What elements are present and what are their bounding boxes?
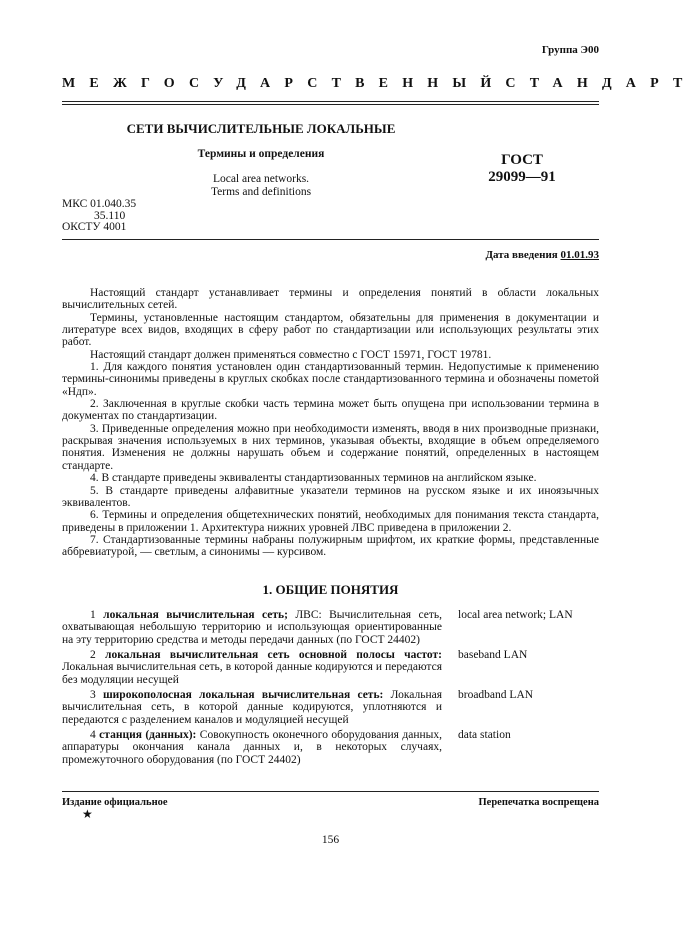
footer-rule [62, 791, 599, 792]
classification-codes [62, 199, 136, 234]
english-title-line-2: Terms and definitions [210, 185, 312, 198]
banner-word-standard: СТАНДАРТ [505, 76, 697, 91]
standard-banner [62, 76, 697, 92]
term-english: broadband LAN [458, 689, 534, 702]
intro-paragraph: 7. Стандартизованные термины набраны полужирным шрифтом, их краткие формы, представленные аббревиатурой, — светлым, а синонимы — курсивом. [62, 533, 599, 559]
term-entry [62, 609, 599, 646]
codes-divider [62, 239, 599, 240]
term-definition [62, 649, 442, 686]
term-definition [62, 689, 442, 726]
english-title-line-1: Local area networks. [212, 173, 310, 185]
intro-paragraph: 2. Заключенная в круглые скобки часть термина может быть опущена при использовании термина в документах по стандартизации. [62, 398, 599, 423]
term-name: локальная вычислительная сеть; [103, 609, 288, 621]
mks-code-1: МКС 01.040.35 [62, 198, 137, 210]
term-number: 2 [90, 649, 96, 662]
star-icon: ★ [82, 807, 93, 821]
effective-date-label: Дата введения [485, 249, 558, 261]
intro-paragraph: 1. Для каждого понятия установлен один стандартизованный термин. Недопустимые к применению термины-синонимы приведены в круглых скобках после стандартизованного термина и обозначены пометой «Ндп». [62, 361, 599, 398]
intro-paragraph: Настоящий стандарт должен применяться совместно с ГОСТ 15971, ГОСТ 19781. [90, 348, 492, 361]
page-number: 156 [321, 834, 340, 846]
intro-paragraph: 5. В стандарте приведены алфавитные указатели терминов на русском языке и их иноязычных эквивалентов. [62, 484, 599, 509]
introduction [62, 287, 599, 559]
term-name: широкополосная локальная вычислительная сеть: [102, 689, 384, 702]
term-number: 1 [90, 609, 96, 621]
intro-paragraph: 6. Термины и определения общетехнических понятий, необходимых для понимания текста стандарта, приведены в приложении 1. Архитектура нижних уровней ЛВС приведена в приложении 2. [62, 509, 599, 534]
term-text: Локальная вычислительная сеть, в которой данные кодируются и передаются без модуляции несущей [62, 661, 442, 686]
term-text: ЛВС: Вычислительная сеть, охватывающая небольшую территорию и использующая ориентированные на эту территорию средства и методы передачи данных (по ГОСТ 24402) [62, 609, 443, 646]
effective-date-value: 01.01.93 [560, 249, 599, 261]
header-rule-top [62, 101, 599, 102]
term-entry [62, 729, 599, 766]
terms-list [62, 609, 599, 769]
effective-date [485, 249, 599, 261]
document-subtitle: Термины и определения [197, 148, 325, 160]
intro-paragraph: 4. В стандарте приведены эквиваленты стандартизованных терминов на английском языке. [90, 472, 537, 485]
term-entry [62, 689, 599, 726]
intro-paragraph: Термины, установленные настоящим стандартом, обязательны для применения в документации и литературе всех видов, входящих в сферу работ по стандартизации или использующих результаты этих работ. [62, 311, 599, 349]
intro-paragraph: 3. Приведенные определения можно при необходимости изменять, вводя в них производные признаки, раскрывая значения используемых в них терминов, указывая объекты, входящие в объем определяемого понятия. Изменения не должны нарушать объем и содержание понятий, определенных в настоящем стандарте. [62, 422, 599, 472]
intro-paragraph: Настоящий стандарт устанавливает термины и определения понятий в области локальных вычислительных сетей. [62, 287, 599, 312]
term-text: Локальная вычислительная сеть, в которой данные кодируются, уплотняются и передаются с разделением каналов и модуляцией несущей [62, 689, 443, 726]
term-name: станция (данных): [99, 729, 197, 742]
header-rule-bottom [62, 104, 599, 105]
term-name: локальная вычислительная сеть основной полосы частот: [105, 649, 442, 662]
term-entry [62, 649, 599, 686]
gost-label: ГОСТ [501, 152, 543, 168]
section-title: 1. ОБЩИЕ ПОНЯТИЯ [262, 582, 399, 597]
term-english: local area network; LAN [458, 609, 573, 621]
term-english: data station [458, 729, 511, 742]
official-edition: Издание официальное [62, 797, 168, 808]
gost-number: 29099—91 [488, 169, 556, 185]
mks-code-2: 35.110 [94, 209, 126, 222]
term-number: 4 [90, 729, 96, 742]
term-text: Совокупность оконечного оборудования данных, аппаратуры окончания канала данных и, в некоторых случаях, промежуточного оборудования (по ГОСТ 24402) [62, 729, 442, 766]
term-number: 3 [90, 689, 96, 702]
term-definition [62, 609, 442, 646]
document-title: СЕТИ ВЫЧИСЛИТЕЛЬНЫЕ ЛОКАЛЬНЫЕ [126, 121, 396, 136]
group-code: Группа Э00 [541, 44, 599, 56]
term-definition [62, 729, 442, 766]
okstu-code: ОКСТУ 4001 [62, 221, 127, 233]
gost-designation [462, 152, 582, 186]
english-title [126, 173, 396, 198]
term-english: baseband LAN [458, 649, 528, 662]
banner-word-interstate: МЕЖГОСУДАРСТВЕННЫЙ [62, 76, 506, 91]
reprint-prohibited: Перепечатка воспрещена [478, 797, 599, 808]
